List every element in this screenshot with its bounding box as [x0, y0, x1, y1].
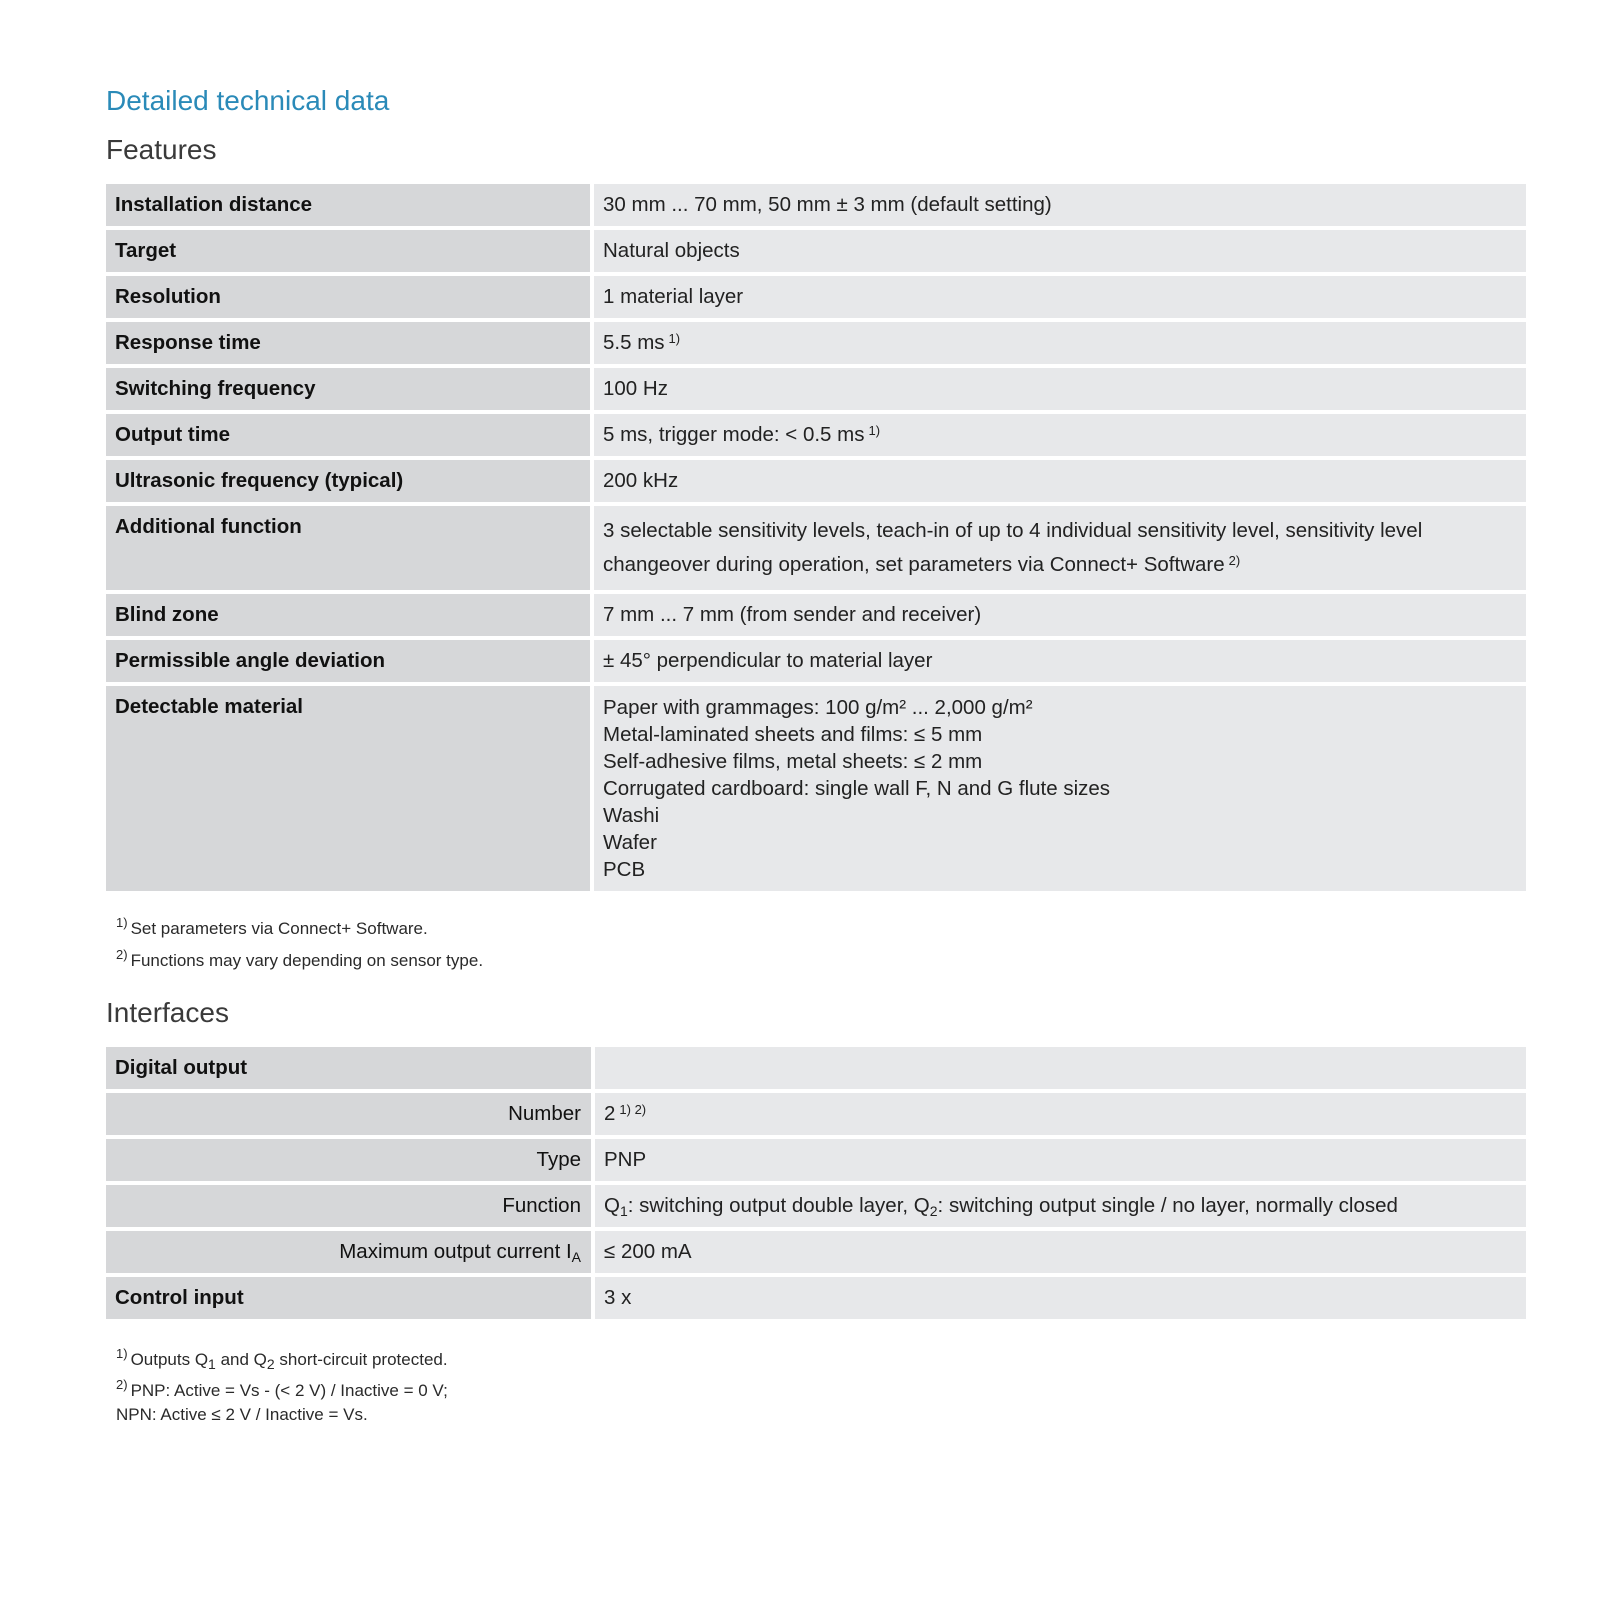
- footnote-mark: 2): [116, 947, 128, 962]
- table-row: [106, 686, 1526, 891]
- features-heading: Features: [106, 134, 217, 165]
- spec-value: 3 x: [595, 1277, 1526, 1319]
- table-row: [106, 506, 1526, 590]
- spec-sublabel: Function: [106, 1185, 595, 1227]
- table-row: [106, 230, 1526, 272]
- table-row: [106, 322, 1526, 364]
- document-title: Detailed technical data: [106, 85, 390, 116]
- table-row: [106, 1185, 1526, 1227]
- spec-value-text: 5 ms, trigger mode: < 0.5 ms: [603, 423, 865, 446]
- spec-sublabel: [106, 1231, 595, 1273]
- table-row: [106, 1047, 1526, 1089]
- spec-value: ≤ 200 mA: [595, 1231, 1526, 1273]
- subscript: 2: [266, 1356, 275, 1372]
- footnote-mark: 2): [116, 1377, 128, 1392]
- spec-value-text: 3 selectable sensitivity levels, teach-in of up to 4 individual sensitivity level, sensitivity level changeover during operation, set parameters via Connect+ Software: [603, 519, 1423, 576]
- footnote-ref: 2): [1228, 553, 1241, 568]
- spec-value: [594, 686, 1526, 891]
- spec-label: Installation distance: [106, 184, 594, 226]
- spec-value: ± 45° perpendicular to material layer: [594, 640, 1526, 682]
- spec-value-text: 5.5 ms: [603, 331, 665, 354]
- spec-sublabel: Number: [106, 1093, 595, 1135]
- subscript: 1: [619, 1203, 628, 1219]
- footnote-text: short-circuit protected.: [274, 1350, 448, 1369]
- subscript: A: [571, 1249, 581, 1265]
- footnote-text: NPN: Active ≤ 2 V / Inactive = Vs.: [116, 1405, 368, 1424]
- interfaces-heading: Interfaces: [106, 997, 229, 1028]
- footnote-ref: 1): [868, 423, 881, 438]
- list-item: Self-adhesive films, metal sheets: ≤ 2 mm: [603, 750, 983, 773]
- spec-label: Detectable material: [106, 686, 594, 891]
- spec-value: [594, 322, 1526, 364]
- table-row: [106, 460, 1526, 502]
- spec-label: Switching frequency: [106, 368, 594, 410]
- table-row: [106, 414, 1526, 456]
- spec-label: Response time: [106, 322, 594, 364]
- footnote: [116, 1345, 1526, 1375]
- spec-label: Control input: [106, 1277, 595, 1319]
- spec-label: Target: [106, 230, 594, 272]
- output-symbol: Q: [913, 1194, 930, 1217]
- table-row: [106, 1277, 1526, 1319]
- spec-value: 200 kHz: [594, 460, 1526, 502]
- footnote-text: Set parameters via Connect+ Software.: [130, 919, 428, 938]
- footnote-text: PNP: Active = Vs - (< 2 V) / Inactive = 0 V;: [130, 1381, 448, 1400]
- spec-value: 100 Hz: [594, 368, 1526, 410]
- footnote-ref: 1): [668, 331, 681, 346]
- table-row: [106, 368, 1526, 410]
- list-item: Washi: [603, 804, 660, 827]
- table-row: [106, 594, 1526, 636]
- table-row: [106, 640, 1526, 682]
- spec-value: 30 mm ... 70 mm, 50 mm ± 3 mm (default setting): [594, 184, 1526, 226]
- spec-label: Digital output: [106, 1047, 595, 1089]
- footnote: [116, 1379, 1526, 1427]
- features-table: [106, 180, 1526, 895]
- features-footnotes: [116, 913, 1526, 977]
- spec-sublabel-text: Maximum output current I: [339, 1240, 572, 1263]
- spec-value: [595, 1185, 1526, 1227]
- spec-value-text: : switching output double layer,: [627, 1194, 914, 1217]
- spec-value: [595, 1093, 1526, 1135]
- spec-value: 1 material layer: [594, 276, 1526, 318]
- spec-value-text: 2: [604, 1102, 616, 1125]
- datasheet-page: [106, 80, 1526, 1427]
- list-item: PCB: [603, 858, 646, 881]
- table-row: [106, 1231, 1526, 1273]
- footnote-mark: 1): [116, 915, 128, 930]
- spec-value-text: : switching output single / no layer, normally closed: [937, 1194, 1398, 1217]
- footnote-mark: 1): [116, 1346, 128, 1361]
- table-row: [106, 1139, 1526, 1181]
- subscript: 1: [208, 1356, 216, 1372]
- interfaces-table: [106, 1043, 1526, 1323]
- list-item: Wafer: [603, 831, 657, 854]
- spec-value: PNP: [595, 1139, 1526, 1181]
- footnote: [116, 945, 1526, 977]
- table-row: [106, 276, 1526, 318]
- spec-label: Blind zone: [106, 594, 594, 636]
- spec-label: Resolution: [106, 276, 594, 318]
- spec-value: [594, 414, 1526, 456]
- footnote: [116, 913, 1526, 945]
- spec-sublabel: Type: [106, 1139, 595, 1181]
- spec-value: Natural objects: [594, 230, 1526, 272]
- list-item: Paper with grammages: 100 g/m² ... 2,000 g/m²: [603, 696, 1033, 719]
- spec-label: Additional function: [106, 506, 594, 590]
- footnote-text: Outputs Q: [130, 1350, 209, 1369]
- output-symbol: Q: [604, 1194, 620, 1217]
- spec-value: [595, 1047, 1526, 1089]
- footnote-ref: 1) 2): [619, 1102, 647, 1117]
- list-item: Metal-laminated sheets and films: ≤ 5 mm: [603, 723, 983, 746]
- table-row: [106, 184, 1526, 226]
- spec-value: 7 mm ... 7 mm (from sender and receiver): [594, 594, 1526, 636]
- footnote-text: Functions may vary depending on sensor type.: [130, 951, 484, 970]
- spec-label: Ultrasonic frequency (typical): [106, 460, 594, 502]
- list-item: Corrugated cardboard: single wall F, N and G flute sizes: [603, 777, 1111, 800]
- spec-value: [594, 506, 1526, 590]
- spec-label: Permissible angle deviation: [106, 640, 594, 682]
- subscript: 2: [929, 1203, 938, 1219]
- spec-label: Output time: [106, 414, 594, 456]
- footnote-text: and Q: [215, 1350, 267, 1369]
- interfaces-footnotes: [116, 1345, 1526, 1427]
- table-row: [106, 1093, 1526, 1135]
